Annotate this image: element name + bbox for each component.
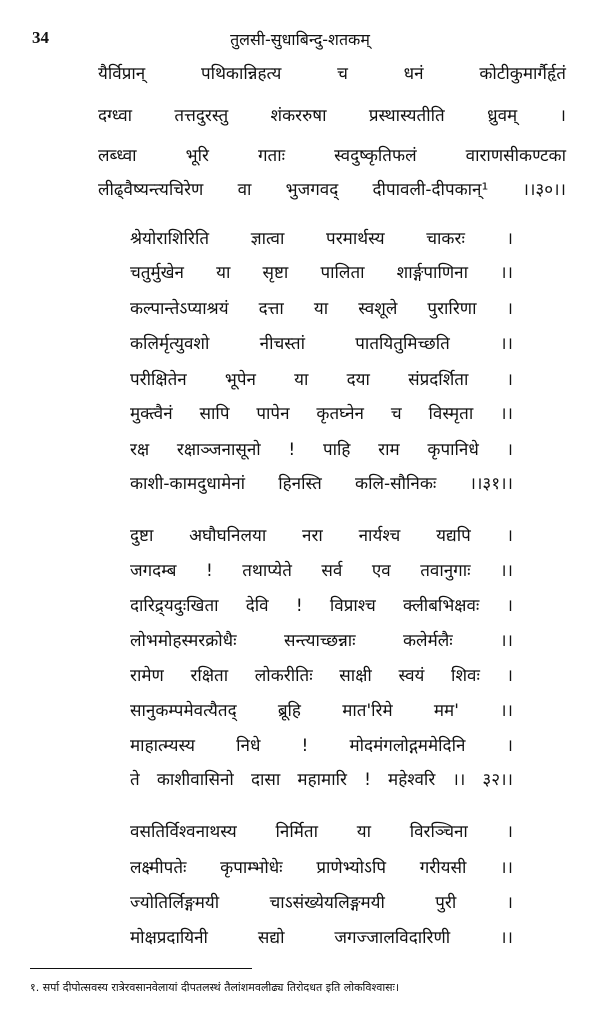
verse-line: कल्पान्तेऽप्याश्रयं दत्ता या स्वशूले पुरारिणा ।	[130, 299, 513, 319]
footnote-rule	[30, 968, 252, 969]
verse-line: परीक्षितेन भूपेन या दया संप्रदर्शिता ।	[130, 370, 513, 390]
verse-line: श्रेयोराशिरिति ज्ञात्वा परमार्थस्य चाकरः ।	[130, 229, 513, 249]
verse-line: दारिद्र्यदुःखिता देवि ! विप्राश्च क्लीबभिक्षवः ।	[130, 596, 513, 616]
verse-line: सानुकम्पमेवत्यैतद् ब्रूहि मात'रिमे मम' ।।	[130, 701, 513, 721]
verse-line: लोभमोहस्मरक्रोधैः सन्त्याच्छन्नाः कलेर्मलैः ।।	[130, 631, 513, 651]
verse-line: रक्ष रक्षाञ्जनासूनो ! पाहि राम कृपानिधे ।	[130, 440, 513, 460]
verse-line: रामेण रक्षिता लोकरीतिः साक्षी स्वयं शिवः ।	[130, 666, 513, 686]
verse-line: ते काशीवासिनो दासा महामारि ! महेश्वरि ।। ३२।।	[130, 770, 513, 790]
verse-line: लीढ्वैष्यन्त्यचिरेण वा भुजगवद् दीपावली-दीपकान्¹ ।।३०।।	[98, 180, 566, 200]
verse-line: मुक्त्वैनं सापि पापेन कृतघ्नेन च विस्मृता ।।	[130, 404, 513, 424]
footnote: १. सर्पा दीपोत्सवस्य रात्रेरवसानवेलायां दीपतलस्थं तैलांशमवलीढ्य तिरोदधत इति लोकविश्वासः।	[30, 981, 399, 994]
verse-line: काशी-कामदुधामेनां हिनस्ति कलि-सौनिकः ।।३१।।	[130, 474, 513, 494]
verse-line: लक्ष्मीपतेः कृपाम्भोधेः प्राणेभ्योऽपि गरीयसी ।।	[130, 858, 513, 878]
verse-line: ज्योतिर्लिङ्गमयी चाऽसंख्येयलिङ्गमयी पुरी ।	[130, 893, 513, 913]
verse-line: लब्ध्वा भूरि गताः स्वदुष्कृतिफलं वाराणसीकण्टका	[98, 146, 566, 166]
verse-line: यैर्विप्रान् पथिकान्निहत्य च धनं कोटीकुमार्गैर्हृतं	[98, 64, 566, 84]
verse-line: दग्ध्वा तत्तदुरस्तु शंकररुषा प्रस्थास्यतीति ध्रुवम् ।	[98, 106, 566, 126]
verse-line: जगदम्ब ! तथाप्येते सर्व एव तवानुगाः ।।	[130, 561, 513, 581]
running-title: तुलसी-सुधाबिन्दु-शतकम्	[230, 30, 370, 49]
verse-line: मोक्षप्रदायिनी सद्यो जगज्जालविदारिणी ।।	[130, 928, 513, 948]
page-number: 34	[32, 28, 49, 47]
verse-line: कलिर्मृत्युवशो नीचस्तां पातयितुमिच्छति ।।	[130, 334, 513, 354]
verse-line: दुष्टा अघौघनिलया नरा नार्यश्च यद्यपि ।	[130, 526, 513, 546]
verse-line: वसतिर्विश्वनाथस्य निर्मिता या विरञ्चिना ।	[130, 822, 513, 842]
verse-line: माहात्म्यस्य निधे ! मोदमंगलोद्गममेदिनि ।	[130, 736, 513, 756]
verse-line: चतुर्मुखेन या सृष्टा पालिता शार्ङ्गपाणिना ।।	[130, 263, 513, 283]
